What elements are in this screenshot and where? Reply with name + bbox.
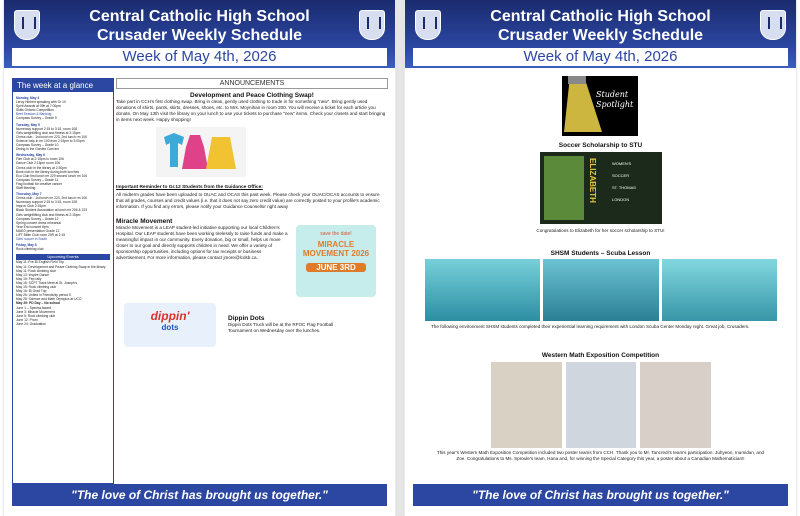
list-item: Black Student Association at lunch rm 206 & 223 bbox=[16, 208, 88, 213]
scuba-photo-1 bbox=[425, 259, 540, 321]
school-title: Central Catholic High School bbox=[490, 8, 711, 25]
list-item: Chess club in the library at 2:30pm bbox=[16, 165, 67, 170]
swap-title: Development and Peace Clothing Swap! bbox=[190, 92, 314, 99]
list-item: LIFT Bible Club room 20R at 2:15 bbox=[16, 233, 66, 237]
day-friday: Friday, May 8 bbox=[16, 243, 37, 248]
list-item: Beef Session & Banking bbox=[16, 112, 52, 117]
math-photos bbox=[491, 362, 711, 448]
upcoming-item: May 11: Rock climbing club bbox=[16, 268, 56, 273]
schedule-title: Crusader Weekly Schedule bbox=[96, 27, 303, 44]
student-spotlight-graphic bbox=[562, 76, 638, 136]
upcoming-item: May 15: Rock climbing club bbox=[16, 285, 57, 290]
upcoming-item: May 15: Pep rally bbox=[16, 276, 42, 281]
list-item: Science help in rm 100 from 2:15pm to 3:00pm bbox=[16, 138, 85, 143]
miracle-title: Miracle Movement bbox=[116, 218, 173, 225]
spotlight-line2: Spotlight bbox=[596, 100, 634, 109]
soccer-caption: Congratulations to Elizabeth for her soccer scholarship to STU! bbox=[536, 228, 665, 233]
soccer-banner: ELIZABETH bbox=[588, 158, 597, 203]
math-title: Western Math Exposition Competition bbox=[541, 352, 660, 359]
list-item: MAEO presentation Grade 12 bbox=[16, 228, 60, 233]
spotlight-line1: Student bbox=[596, 90, 629, 99]
list-item: Eco Club first lunch rm 229 second lunch rm 106 bbox=[16, 173, 88, 178]
header bbox=[405, 0, 796, 68]
list-item: Dance Club 2:15pm room 106 bbox=[16, 161, 60, 166]
soccer-title: Soccer Scholarship to STU bbox=[558, 142, 643, 149]
page-one bbox=[4, 0, 395, 516]
list-item: Compass Survey – Grade 12 bbox=[16, 216, 59, 221]
poster-save-date: save the date! bbox=[320, 231, 352, 237]
upcoming-title: Upcoming Events bbox=[16, 254, 110, 260]
upcoming-item: May 16: IB Grad Trip bbox=[16, 289, 47, 294]
header bbox=[4, 0, 395, 68]
schedule-title: Crusader Weekly Schedule bbox=[497, 27, 704, 44]
soccer-side-4: LONDON bbox=[612, 197, 630, 202]
upcoming-item: June 24: Graduation bbox=[16, 321, 46, 326]
math-photo-3 bbox=[640, 362, 711, 448]
upcoming-item: June 5: Rock climbing club bbox=[16, 313, 56, 318]
poster-date: JUNE 3RD bbox=[306, 263, 366, 272]
page-gap bbox=[396, 0, 404, 516]
soccer-side-3: ST. THOMAS bbox=[612, 185, 636, 190]
scuba-photos bbox=[425, 259, 777, 321]
motto-footer: "The love of Christ has brought us together." bbox=[413, 484, 788, 506]
upcoming-item: May 13: Inspire Dance bbox=[16, 272, 49, 277]
player-figure bbox=[544, 156, 584, 220]
list-item: Chess club - 1st lunch rm 223, 2nd lunch rm 106 bbox=[16, 134, 87, 139]
list-item: Girls weightlifting club and fitness at 2:15pm bbox=[16, 130, 81, 135]
list-item: Improv Club 2:15pm bbox=[16, 204, 46, 209]
list-item: Chess club - 1st lunch rm 223, 2nd lunch rm 106 bbox=[16, 196, 87, 201]
shsm-title: SHSM Students – Scuba Lesson bbox=[550, 250, 651, 257]
upcoming-item: June 3: Miracle Movement bbox=[16, 309, 55, 314]
list-item: Book club in the library during both lunches bbox=[16, 169, 80, 174]
list-item: Compass Survey – Grade 9 bbox=[16, 116, 57, 121]
upcoming-item: May 11: Development and Peace Clothing Swap in the library bbox=[16, 264, 106, 269]
math-photo-2 bbox=[566, 362, 637, 448]
glance-title: The week at a glance bbox=[13, 79, 113, 92]
list-item: Dining in the Garden Concert bbox=[16, 147, 59, 152]
logo-text-bottom: dots bbox=[161, 323, 179, 332]
week-title: Week of May 4th, 2026 bbox=[12, 48, 387, 66]
list-item: Girls' soccer in South bbox=[16, 237, 48, 242]
list-item: Film Club at 2:15pm in room 106 bbox=[16, 157, 64, 162]
upcoming-item: May 29: PD Day – No school bbox=[16, 301, 61, 306]
upcoming-item: May 28: Science and Math Olympics at UCO bbox=[16, 297, 82, 302]
week-at-a-glance bbox=[12, 78, 114, 484]
list-item: Leroy Hibbert speaking with Gr 10 bbox=[16, 100, 66, 105]
dippin-body: Dippin Dots Truck will be at the RFOC Flag Football Tournament on Wednesday over the lunches. bbox=[228, 322, 334, 333]
math-caption: This year's Western Math Exposition Competition included two poster teams from CCH. Thank you to Mr. Tancredi's team's participation: Juhyeon, Inumidun, and Zoe. Congratulations to Ms. Sproule's team, Hana and, for winning the Special Category this year, a poster about a Canadian Mathematician!! bbox=[436, 450, 765, 461]
list-item: Rock climbing club bbox=[16, 247, 44, 252]
list-item: Compass Survey – Grade 11 bbox=[16, 177, 59, 182]
swap-body: Take part in CCH's first clothing swap. Bring in clean, gently used clothing to trade in for something "new". Bring gently used donations of shirts, pants, skirts, dresses, shoes, etc. to Mrs. Moynihan in room 200. You will receive a ticket for each article you donate. On May 13th visit the library on your lunch to use your tickets to purchase "new" items. Check your closets and start bringing in items next week. Happy shopping! bbox=[116, 99, 386, 122]
upcoming-item: May 15: SCPT Track Meet at St. Joseph's bbox=[16, 280, 78, 285]
clothing-image bbox=[156, 127, 246, 177]
list-item: Spirit Awards at 09h at 7:00pm bbox=[16, 104, 61, 109]
day-thursday: Thursday, May 7 bbox=[16, 192, 42, 197]
list-item: Girls weightlifting club and fitness at 2:15pm bbox=[16, 212, 81, 217]
page-two bbox=[405, 0, 796, 516]
list-item: Year End concert 6pm bbox=[16, 224, 49, 229]
dippin-dots-logo bbox=[124, 303, 216, 347]
miracle-poster bbox=[296, 225, 376, 297]
list-item: Numeracy support 2:15 to 3:15, room 108 bbox=[16, 200, 78, 205]
soccer-side-1: WOMEN'S bbox=[612, 161, 632, 166]
motto-footer: "The love of Christ has brought us together." bbox=[12, 484, 387, 506]
poster-title: MIRACLE MOVEMENT 2026 bbox=[302, 240, 370, 258]
soccer-side-2: SOCCER bbox=[612, 173, 630, 178]
scuba-photo-3 bbox=[662, 259, 777, 321]
day-tuesday: Tuesday, May 5 bbox=[16, 122, 40, 127]
soccer-photo bbox=[540, 152, 662, 224]
scuba-photo-2 bbox=[543, 259, 658, 321]
upcoming-list bbox=[16, 260, 110, 326]
week-title: Week of May 4th, 2026 bbox=[413, 48, 788, 66]
list-item: Flag football for creative cancer bbox=[16, 181, 62, 186]
math-photo-1 bbox=[491, 362, 562, 448]
upcoming-item: June 12: Prom bbox=[16, 317, 38, 322]
upcoming-item: May 11: Pre-IB English Field Trip bbox=[16, 260, 64, 265]
list-item: Numeracy support 2:15 to 3:15, room 108 bbox=[16, 126, 78, 131]
logo-text-top: dippin' bbox=[150, 309, 190, 323]
announcements-header: ANNOUNCEMENTS bbox=[116, 78, 388, 89]
day-wednesday: Wednesday, May 6 bbox=[16, 153, 46, 158]
list-item: Skills Ontario Competition bbox=[16, 108, 54, 113]
school-title: Central Catholic High School bbox=[89, 8, 310, 25]
upcoming-item: June 1 – Spectra Award bbox=[16, 305, 51, 310]
list-item: Spring concert dress rehearsal bbox=[16, 220, 61, 225]
miracle-body: Miracle Movement is a LEAP student-led initiative supporting our local Children's Hospital. Our LEAP students have been working tirelessly to raise funds and make a meaningful impact in our community. Every donation, big or small, helps us move closer to our goal and directly supports children in need. We offer a variety of sponsorship opportunities, including options for tax receipts or business advertisement. For more information, please contact jmore@lcdsb.ca. bbox=[116, 225, 288, 260]
list-item: Compass Survey – Grade 10 bbox=[16, 143, 59, 148]
list-item: Staff Meeting bbox=[16, 185, 36, 190]
dippin-title: Dippin Dots bbox=[228, 315, 265, 322]
shsm-caption: The following environment SHSM students completed their experiential learning requirement with London Scuba Center Monday night. Great job, Crusaders. bbox=[431, 324, 750, 329]
day-monday: Monday, May 4 bbox=[16, 96, 40, 100]
guidance-body: All midterm grades have been uploaded to OUAC and OCAS this past week. Please check your OUAC/OCAS accounts to ensure that all grades, courses and credit values (i.e. that it does not say zero credit value) are correctly posted to your profile's academic information. If you find any errors, please notify your Guidance Counsellor right away bbox=[116, 192, 380, 209]
announcements bbox=[116, 78, 388, 347]
guidance-title: Important Reminder to Gr.12 Students from the Guidance Office: bbox=[116, 185, 263, 190]
upcoming-item: May 26: United in Friendship period 5 bbox=[16, 293, 71, 298]
